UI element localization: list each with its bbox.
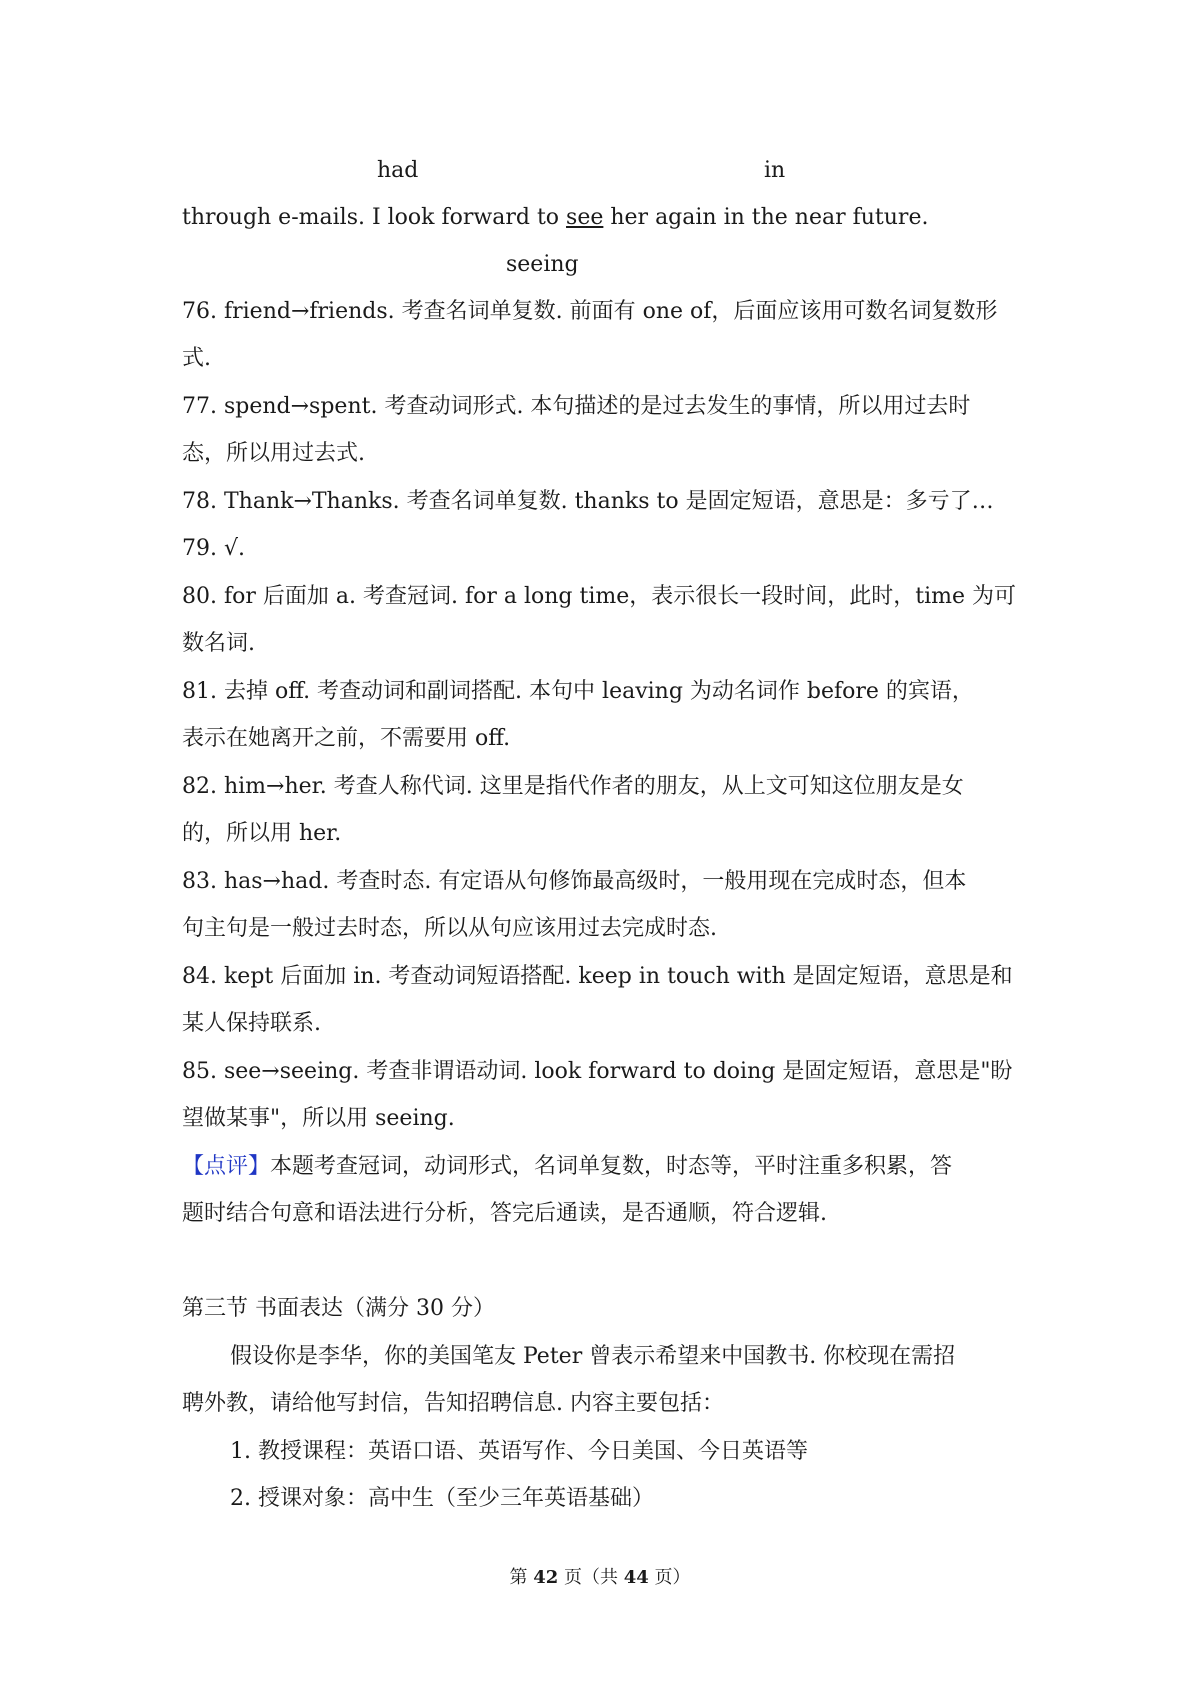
passage-underlined-word: see <box>566 205 604 230</box>
footer-page-number: 42 <box>533 1567 559 1588</box>
comment-text-1: 本题考查冠词，动词形式，名词单复数，时态等，平时注重多积累，答 <box>270 1154 953 1179</box>
footer-total-pages: 44 <box>623 1567 649 1588</box>
section-prompt-line-1: 假设你是李华，你的美国笔友 Peter 曾表示希望来中国教书. 你校现在需招 <box>230 1344 956 1369</box>
answer-83-line-1: 83. has→had. 考查时态. 有定语从句修饰最高级时，一般用现在完成时态，但本 <box>182 869 967 894</box>
correction-mark-had: had <box>377 158 419 183</box>
answer-76-line-1: 76. friend→friends. 考查名词单复数. 前面有 one of，后面应该用可数名词复数形 <box>182 299 998 324</box>
answer-85-line-2: 望做某事"，所以用 seeing. <box>182 1106 455 1131</box>
answer-78-line-1: 78. Thank→Thanks. 考查名词单复数. thanks to 是固定短语，意思是：多亏了… <box>182 489 994 514</box>
section-title: 第三节 书面表达（满分 30 分） <box>182 1296 495 1321</box>
section-item-1: 1. 教授课程：英语口语、英语写作、今日美国、今日英语等 <box>230 1439 808 1464</box>
section-item-2: 2. 授课对象：高中生（至少三年英语基础） <box>230 1486 654 1511</box>
correction-mark-in: in <box>764 158 786 183</box>
comment-line-1 <box>182 1156 1022 1178</box>
footer-suffix: 页） <box>648 1567 691 1588</box>
answer-80-line-1: 80. for 后面加 a. 考查冠词. for a long time，表示很长一段时间，此时，time 为可 <box>182 584 1017 609</box>
comment-tag: 【点评】 <box>182 1154 271 1179</box>
answer-81-line-1: 81. 去掉 off. 考查动词和副词搭配. 本句中 leaving 为动名词作 before 的宾语， <box>182 679 974 704</box>
page-footer <box>0 1563 1200 1589</box>
passage-text-after: her again in the near future. <box>603 205 929 230</box>
correction-mark-seeing: seeing <box>506 252 579 277</box>
answer-83-line-2: 句主句是一般过去时态，所以从句应该用过去完成时态. <box>182 916 717 941</box>
answer-77-line-2: 态，所以用过去式. <box>182 441 365 466</box>
answer-82-line-1: 82. him→her. 考查人称代词. 这里是指代作者的朋友，从上文可知这位朋友是女 <box>182 774 964 799</box>
passage-text-before: through e-mails. I look forward to <box>182 205 567 230</box>
answer-84-line-2: 某人保持联系. <box>182 1011 321 1036</box>
answer-82-line-2: 的，所以用 her. <box>182 821 342 846</box>
answer-84-line-1: 84. kept 后面加 in. 考查动词短语搭配. keep in touch with 是固定短语，意思是和 <box>182 964 1013 989</box>
section-prompt-line-2: 聘外教，请给他写封信，告知招聘信息. 内容主要包括： <box>182 1391 724 1416</box>
answer-79-line-1: 79. √. <box>182 536 245 561</box>
answer-77-line-1: 77. spend→spent. 考查动词形式. 本句描述的是过去发生的事情，所以用过去时 <box>182 394 971 419</box>
footer-middle: 页（共 <box>558 1567 624 1588</box>
footer-prefix: 第 <box>509 1567 534 1588</box>
answer-85-line-1: 85. see→seeing. 考查非谓语动词. look forward to doing 是固定短语，意思是"盼 <box>182 1059 1013 1084</box>
answer-81-line-2: 表示在她离开之前，不需要用 off. <box>182 726 511 751</box>
passage-line <box>182 207 1022 229</box>
answer-76-line-2: 式. <box>182 346 211 371</box>
comment-line-2: 题时结合句意和语法进行分析，答完后通读，是否通顺，符合逻辑. <box>182 1201 827 1226</box>
answer-80-line-2: 数名词. <box>182 631 255 656</box>
